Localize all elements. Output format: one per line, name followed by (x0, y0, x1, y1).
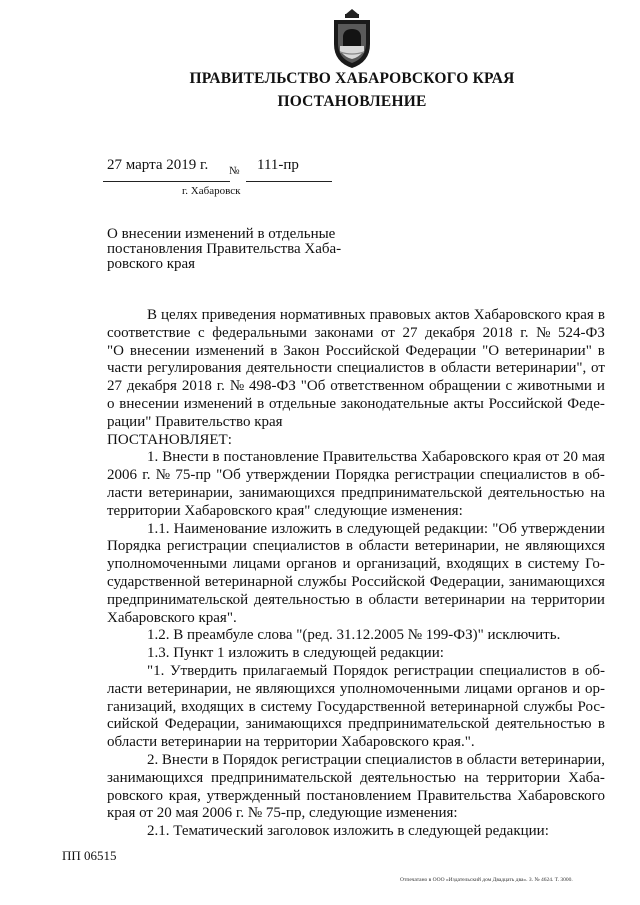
word: Внести (162, 449, 209, 466)
word: занимающихся (107, 769, 204, 786)
body-line: 1.3. Пункт 1 изложить в следующей редакции: (147, 645, 444, 662)
word: в (212, 449, 220, 466)
word: Го- (585, 556, 605, 573)
word: ветеринарии, (148, 484, 233, 501)
word: В (147, 307, 158, 323)
word: 2018 (482, 324, 513, 341)
body-line (107, 521, 605, 539)
word: и (596, 378, 605, 395)
word: животными (517, 378, 592, 395)
word: части (107, 360, 143, 377)
word: края (565, 307, 594, 323)
word: не (504, 538, 520, 555)
word: акты (453, 395, 484, 412)
word: ветеринарии (424, 591, 506, 608)
body-line (107, 467, 605, 485)
word: Рос- (577, 698, 605, 715)
word: 75-пр (175, 467, 211, 484)
body-line (107, 788, 605, 806)
word: организаций, (356, 556, 441, 573)
word: в (270, 342, 278, 359)
word: постановление (223, 449, 319, 466)
body-line (107, 681, 605, 699)
number-underline (246, 181, 332, 182)
word: соответствие (107, 324, 191, 341)
word: области (358, 538, 409, 555)
word: Правительства (322, 449, 418, 466)
word: входящих (181, 698, 244, 715)
document-number: 111-пр (257, 157, 299, 173)
word: постановлением (306, 787, 412, 804)
word: уполномоченными (107, 556, 228, 573)
body-line: рации" Правительство края (107, 413, 283, 430)
word: не (236, 680, 251, 697)
word: Наименование (173, 520, 268, 537)
word: в (572, 467, 580, 484)
word: ласти (107, 680, 143, 697)
government-title: ПРАВИТЕЛЬСТВО ХАБАРОВСКОГО КРАЯ (189, 70, 515, 87)
word: "О (482, 342, 500, 359)
word: на (463, 769, 479, 786)
word: 2018 (181, 378, 212, 395)
word: Российской (351, 573, 426, 590)
word: систему (527, 556, 580, 573)
body-line (107, 716, 605, 734)
word: территории (486, 769, 561, 786)
word: деятельностью (253, 591, 350, 608)
body-line: ПОСТАНОВЛЯЕТ: (107, 431, 232, 448)
word: г. (520, 324, 529, 341)
document-city: г. Хабаровск (182, 185, 241, 197)
word: 1.1. (147, 520, 170, 537)
word: редакции: (424, 520, 489, 537)
word: специалистов (336, 360, 425, 377)
body-line (107, 378, 605, 396)
word: деятельностью (488, 484, 585, 501)
word: в (257, 395, 265, 412)
word: области (466, 751, 517, 768)
word: в (597, 342, 605, 359)
word: № (536, 324, 551, 341)
body-line (107, 396, 605, 414)
word: № (229, 378, 245, 395)
word: Федерации, (164, 716, 240, 733)
word: в (345, 538, 353, 555)
word: в (572, 662, 580, 679)
body-line (107, 325, 605, 343)
word: ветеринарии, (147, 680, 232, 697)
body-line (107, 592, 605, 610)
word: службы (523, 698, 573, 715)
word: ветеринарной (204, 573, 293, 590)
word: занимающихся (245, 716, 342, 733)
word: регистрации (394, 467, 475, 484)
document-code: ПП 06515 (62, 848, 117, 863)
document-subject (107, 227, 347, 272)
word: 2006 (107, 467, 137, 484)
word: Правительства (417, 787, 512, 804)
word: и (572, 680, 581, 697)
word: ровского (107, 787, 163, 804)
word: следующей (346, 520, 421, 537)
word: внесении (119, 395, 179, 412)
word: Федерации, (429, 573, 505, 590)
word: об- (584, 662, 605, 679)
word: в (211, 751, 219, 768)
body-line: территории Хабаровского края" следующие изменения: (107, 502, 463, 519)
word: мая (581, 449, 605, 466)
word: изменений (183, 395, 253, 412)
body-line: области ветеринарии на территории Хабаровского края.". (107, 734, 475, 751)
word: регистрации (393, 662, 474, 679)
word: ответственном (330, 378, 425, 395)
word: являющихся (255, 680, 336, 697)
body-line (107, 343, 605, 361)
word: утверждении (245, 467, 330, 484)
word: специалистов (365, 751, 453, 768)
word: Порядка (335, 467, 390, 484)
word: № (155, 467, 171, 484)
body-line (107, 663, 605, 681)
body-line (107, 449, 605, 467)
word: "1. (147, 662, 165, 679)
word: в (597, 716, 605, 733)
word: сийской (107, 716, 159, 733)
word: службы (297, 573, 347, 590)
word: регистрации (166, 538, 247, 555)
body-line (107, 699, 605, 717)
word: в (248, 698, 256, 715)
word: предпринимательской (107, 591, 249, 608)
word: г. (216, 378, 225, 395)
word: г. (142, 467, 151, 484)
word: от (591, 360, 605, 377)
word: с (197, 324, 205, 341)
word: области (440, 360, 491, 377)
number-sign: № (229, 165, 240, 177)
word: на (510, 591, 526, 608)
word: регистрации (281, 751, 362, 768)
word: Феде- (567, 395, 605, 412)
subject-line: постановления Правительства Хаба- (107, 241, 342, 257)
body-line (107, 752, 605, 770)
word: изменений (195, 342, 265, 359)
word: являющихся (525, 538, 605, 555)
word: края (512, 449, 542, 466)
word: "Об (300, 378, 326, 395)
word: в (428, 360, 437, 377)
body-line (107, 360, 605, 378)
word: деятельностью (360, 769, 456, 786)
body-line (107, 307, 605, 325)
word: ветеринарии", (495, 360, 587, 377)
word: деятельности (246, 360, 333, 377)
body-line: 1.2. В преамбуле слова "(ред. 31.12.2005 № 199-ФЗ)" исключить. (147, 627, 561, 644)
document-type-title: ПОСТАНОВЛЕНИЕ (277, 93, 427, 110)
body-line (107, 485, 605, 503)
body-line (107, 770, 605, 788)
word: предпринимательской (348, 716, 490, 733)
word: уполномоченными (339, 680, 460, 697)
word: целях (161, 307, 198, 323)
word: деятельностью (495, 716, 592, 733)
body-line (107, 538, 605, 556)
date-underline (103, 181, 230, 182)
word: от (545, 449, 560, 466)
word: актов (435, 307, 470, 323)
word: ветеринарии, (520, 751, 605, 768)
word: о (107, 395, 115, 412)
word: внесении (129, 342, 190, 359)
word: органов (517, 680, 568, 697)
word: лицами (464, 680, 513, 697)
word: нормативных (279, 307, 366, 323)
word: 27 (402, 324, 418, 341)
word: сударственной (107, 573, 201, 590)
word: Хаба- (568, 769, 605, 786)
printer-imprint: Отпечатано в ООО «Издательский дом Двадцать два». З. № 4624. Т. 3000. (400, 877, 573, 883)
word: Российской (325, 342, 400, 359)
word: Хабаровского (517, 787, 605, 804)
word: органов (286, 556, 337, 573)
word: 20 (563, 449, 579, 466)
word: 1. (147, 449, 159, 466)
word: законами (314, 324, 374, 341)
word: на (590, 484, 605, 501)
word: Государственной (317, 698, 426, 715)
word: Закон (283, 342, 320, 359)
word: в (355, 591, 363, 608)
word: и (342, 556, 351, 573)
word: ласти (107, 484, 143, 501)
document-body (107, 307, 605, 841)
word: специалистов (252, 538, 341, 555)
word: Порядок (333, 662, 389, 679)
body-line: края от 20 мая 2006 г. № 75-пр, следующие изменения: (107, 805, 458, 822)
word: Порядка (107, 538, 162, 555)
word: от (380, 324, 395, 341)
word: ветеринарии, (414, 538, 500, 555)
word: 524-ФЗ (557, 324, 605, 341)
word: занимающихся (508, 573, 605, 590)
body-line (107, 556, 605, 574)
word: в (514, 556, 522, 573)
word: Хабаровского (473, 307, 562, 323)
word: обращении (429, 378, 501, 395)
body-line: 2.1. Тематический заголовок изложить в следующей редакции: (147, 823, 549, 840)
word: лицами (232, 556, 281, 573)
coat-of-arms-icon (330, 8, 374, 70)
word: предпринимательской (211, 769, 353, 786)
word: "О (107, 342, 124, 359)
word: с (505, 378, 513, 395)
document-date: 27 марта 2019 г. (107, 157, 209, 173)
subject-line: ровского края (107, 256, 196, 272)
word: области (368, 591, 419, 608)
word: Внести (161, 751, 209, 768)
word: правовых (369, 307, 431, 323)
word: регулирования (147, 360, 242, 377)
word: в (456, 751, 464, 768)
word: декабря (425, 324, 476, 341)
word: приведения (201, 307, 276, 323)
word: изложить (271, 520, 332, 537)
word: края, (168, 787, 201, 804)
word: специалистов (479, 467, 568, 484)
word: декабря (126, 378, 177, 395)
word: 2. (147, 751, 159, 768)
word: ветеринарии" (505, 342, 592, 359)
word: 27 (107, 378, 122, 395)
word: 498-ФЗ (249, 378, 296, 395)
body-line: Хабаровского края". (107, 609, 237, 626)
word: систему (260, 698, 313, 715)
word: предпринимательской (341, 484, 483, 501)
word: территории (531, 591, 605, 608)
word: Российской (488, 395, 563, 412)
word: об- (584, 467, 605, 484)
word: занимающихся (238, 484, 336, 501)
subject-line: О внесении изменений в отдельные (107, 226, 336, 242)
word: прилагаемый (242, 662, 328, 679)
word: Утвердить (169, 662, 238, 679)
word: в (335, 520, 343, 537)
word: Хабаровского (421, 449, 509, 466)
word: федеральными (212, 324, 307, 341)
word: входящих (446, 556, 510, 573)
word: в (597, 307, 605, 323)
word: Федерации (405, 342, 477, 359)
word: "Об (492, 520, 517, 537)
word: ветеринарной (430, 698, 519, 715)
word: ганизаций, (107, 698, 177, 715)
word: законодательные (340, 395, 449, 412)
body-line (107, 574, 605, 592)
word: отдельные (269, 395, 337, 412)
word: специалистов (479, 662, 567, 679)
word: "Об (216, 467, 241, 484)
word: утверждении (520, 520, 605, 537)
word: ор- (584, 680, 605, 697)
word: Порядок (222, 751, 278, 768)
word: утвержденный (206, 787, 301, 804)
